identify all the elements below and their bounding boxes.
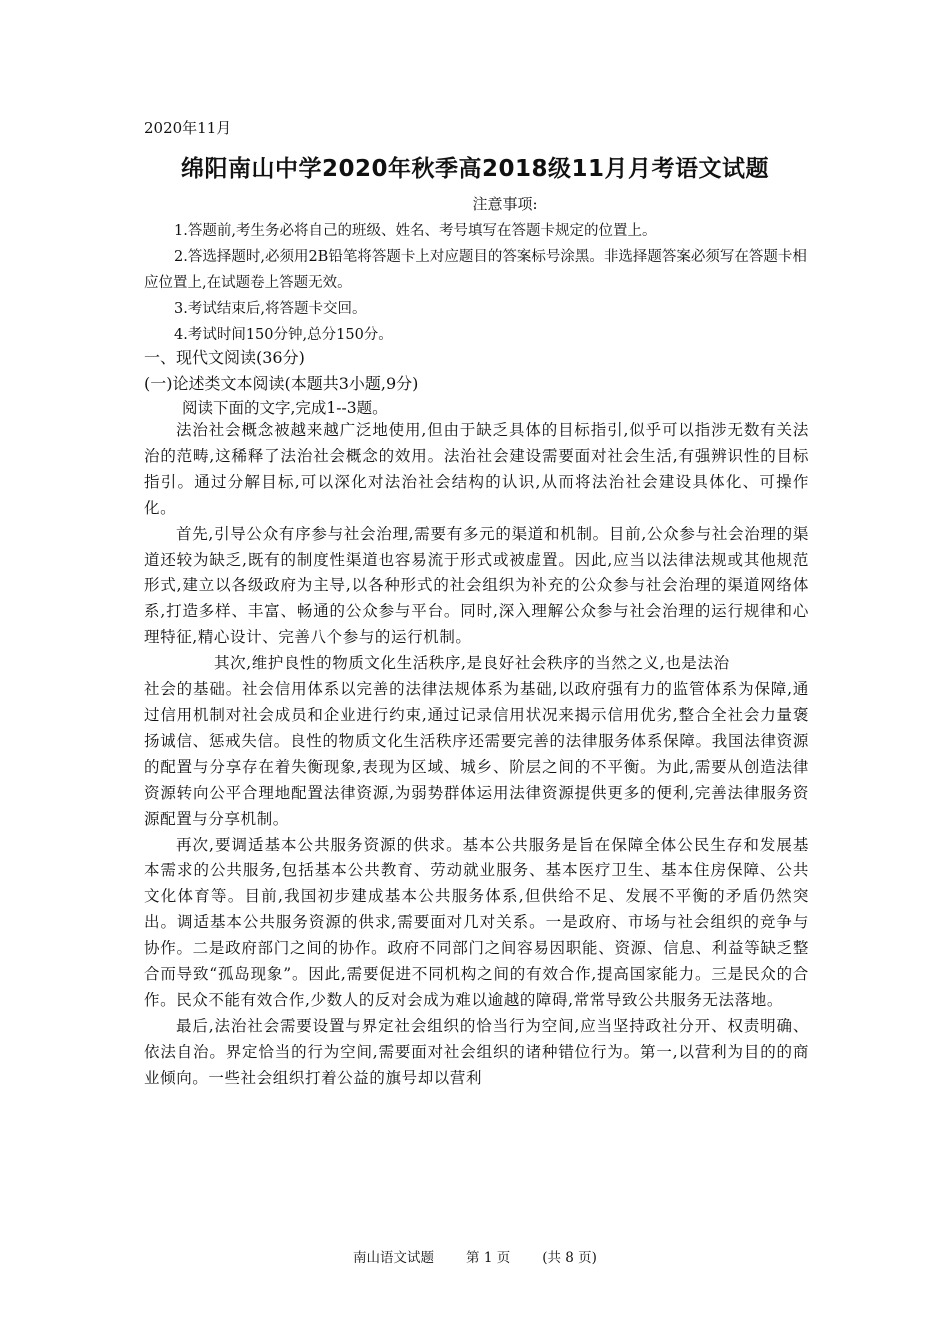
notice-item: 4.考试时间150分钟,总分150分。 <box>174 327 393 343</box>
passage-paragraph: 再次,要调适基本公共服务资源的供求。基本公共服务是旨在保障全体公民生存和发展基本需求的公共服务,包括基本公共教育、劳动就业服务、基本医疗卫生、基本住房保障、公共文化体育等。目前,我国初步建成基本公共服务体系,但供给不足、发展不平衡的矛盾仍然突出。调适基本公共服务资源的供求,需要面对几对关系。一是政府、市场与社会组织的竞争与协作。二是政府部门之间的协作。政府不同部门之间容易因职能、资源、信息、利益等缺乏整合而导致“孤岛现象”。因此,需要促进不同机构之间的有效合作,提高国家能力。三是民众的合作。民众不能有效合作,少数人的反对会成为难以逾越的障碍,常常导致公共服务无法落地。 <box>144 835 809 1009</box>
exam-date: 2020年11月 <box>144 119 232 137</box>
notice-item: 1.答题前,考生务必将自己的班级、姓名、考号填写在答题卡规定的位置上。 <box>174 223 657 239</box>
subsection-heading: (一)论述类文本阅读(本题共3小题,9分) <box>144 374 419 393</box>
passage-paragraph: 法治社会概念被越来越广泛地使用,但由于缺乏具体的目标指引,似乎可以指涉无数有关法治的范畴,这稀释了法治社会概念的效用。法治社会建设需要面对社会生活,有强辨识性的目标指引。通过分解目标,可以深化对法治社会结构的认识,从而将法治社会建设具体化、可操作化。 <box>144 421 809 517</box>
passage-paragraph: 社会的基础。社会信用体系以完善的法律法规体系为基础,以政府强有力的监管体系为保障,通过信用机制对社会成员和企业进行约束,通过记录信用状况来揭示信用优劣,整合全社会力量褒扬诚信、惩戒失信。良性的物质文化生活秩序还需要完善的法律服务体系保障。我国法律资源的配置与分享存在着失衡现象,表现为区域、城乡、阶层之间的不平衡。为此,需要从创造法律资源转向公平合理地配置法律资源,为弱势群体运用法律资源提供更多的便利,完善法律服务资源配置与分享机制。 <box>144 680 809 828</box>
reading-instruction: 阅读下面的文字,完成1--3题。 <box>182 399 388 417</box>
footer-total-pages: (共 8 页) <box>542 1250 597 1266</box>
passage-paragraph: 其次,维护良性的物质文化生活秩序,是良好社会秩序的当然之义,也是法治 <box>214 654 730 673</box>
notice-list <box>144 218 808 348</box>
notice-item: 3.考试结束后,将答题卡交回。 <box>174 301 367 317</box>
notice-item: 2.答选择题时,必须用2B铅笔将答题卡上对应题目的答案标号涂黑。非选择题答案必须写在答题卡相应位置上,在试题卷上答题无效。 <box>144 249 807 291</box>
reading-passage <box>144 418 809 1092</box>
footer-page-number: 第 1 页 <box>466 1250 511 1266</box>
passage-paragraph: 最后,法治社会需要设置与界定社会组织的恰当行为空间,应当坚持政社分开、权责明确、依法自治。界定恰当的行为空间,需要面对社会组织的诸种错位行为。第一,以营利为目的的商业倾向。一些社会组织打着公益的旗号却以营利 <box>144 1016 809 1087</box>
exam-title: 绵阳南山中学2020年秋季高2018级11月月考语文试题 <box>180 156 770 182</box>
passage-paragraph: 首先,引导公众有序参与社会治理,需要有多元的渠道和机制。目前,公众参与社会治理的渠道还较为缺乏,既有的制度性渠道也容易流于形式或被虚置。因此,应当以法律法规或其他规范形式,建立以各级政府为主导,以各种形式的社会组织为补充的公众参与社会治理的渠道网络体系,打造多样、丰富、畅通的公众参与平台。同时,深入理解公众参与社会治理的运行规律和心理特征,精心设计、完善八个参与的运行机制。 <box>144 524 809 647</box>
section-heading: 一、现代文阅读(36分) <box>144 348 305 367</box>
page-footer <box>0 1246 950 1266</box>
footer-subject: 南山语文试题 <box>353 1250 435 1266</box>
notice-heading: 注意事项: <box>472 195 538 213</box>
